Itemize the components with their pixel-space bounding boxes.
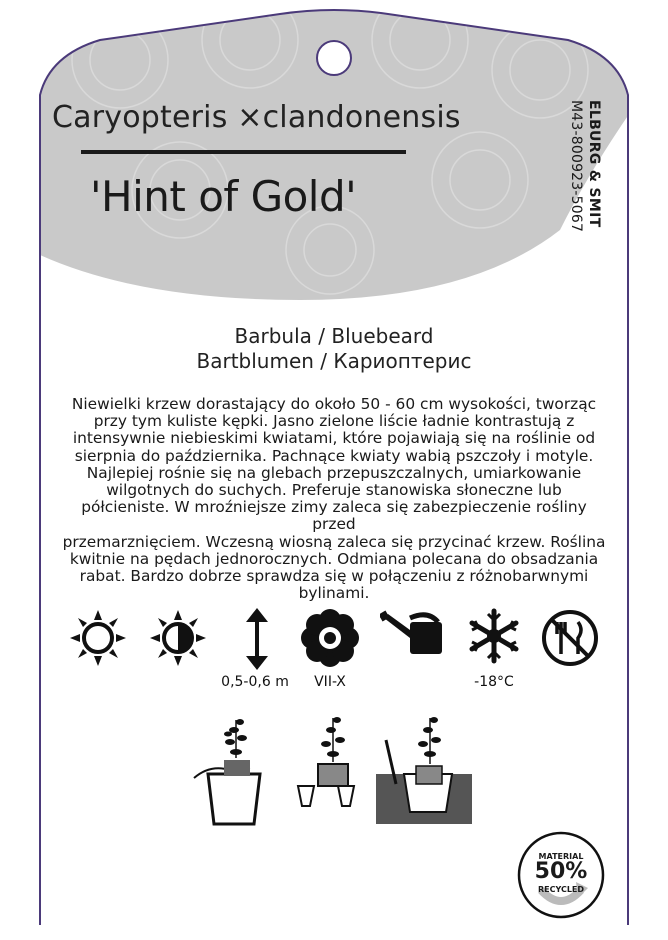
half-shade-icon bbox=[148, 608, 208, 668]
description-line: rabat. Bardzo dobrze sprawdza się w połączeniu z różnobarwnymi bbox=[79, 567, 589, 586]
flowering-label: VII-X bbox=[314, 674, 346, 690]
plant-description bbox=[62, 396, 606, 602]
watering-can-icon bbox=[380, 608, 446, 658]
planting-step-2 bbox=[298, 717, 354, 806]
hardiness-label: -18°C bbox=[474, 674, 514, 690]
latin-name: Caryopteris ×clandonensis bbox=[52, 100, 461, 135]
recycle-top-text: MATERIAL bbox=[538, 852, 584, 861]
description-line: półcieniste. W mroźniejsze zimy zaleca się zabezpieczenie rośliny przed bbox=[81, 498, 587, 534]
recycle-bottom-text: RECYCLED bbox=[537, 885, 585, 894]
not-edible-icon bbox=[540, 608, 600, 668]
brand-label: ELBURG & SMIT bbox=[586, 100, 602, 228]
description-line: intensywnie niebieskimi kwiatami, które pojawiają się na roślinie od bbox=[72, 429, 596, 448]
planting-step-1 bbox=[194, 719, 260, 824]
cultivar-name: 'Hint of Gold' bbox=[90, 172, 357, 221]
description-line: sierpnia do października. Pachnące kwiaty wabią pszczoły i motyle. bbox=[74, 446, 594, 465]
title-divider bbox=[81, 150, 406, 154]
snowflake-icon bbox=[466, 608, 522, 664]
recycle-percent: 50% bbox=[534, 859, 588, 884]
description-line: przemarznięciem. Wczesną wiosną zaleca się przycinać krzew. Roślina bbox=[62, 532, 606, 551]
height-arrow-icon bbox=[242, 608, 272, 670]
recycle-badge bbox=[516, 830, 606, 920]
sun-icon bbox=[68, 608, 128, 668]
description-line: Najlepiej rośnie się na glebach przepuszczalnych, umiarkowanie bbox=[86, 463, 582, 482]
common-names-line1: Barbula / Bluebeard bbox=[234, 324, 434, 348]
planting-step-3 bbox=[376, 717, 472, 824]
description-line: Niewielki krzew dorastający do około 50 - 60 cm wysokości, tworząc bbox=[71, 395, 597, 413]
flower-icon bbox=[300, 608, 360, 668]
product-code: M43-800923-5067 bbox=[568, 100, 584, 233]
hanging-hole bbox=[317, 41, 351, 75]
description-line: przy tym kuliste kępki. Jasno zielone liście ładnie kontrastują z bbox=[93, 412, 575, 431]
common-names-line2: Bartblumen / Кариоптерис bbox=[196, 349, 472, 373]
description-line: wilgotnych do suchych. Preferuje stanowiska słoneczne lub bbox=[106, 481, 562, 500]
description-line: kwitnie na pędach jednorocznych. Odmiana polecana do obsadzania bbox=[69, 549, 599, 568]
planting-steps-illustration bbox=[190, 712, 480, 828]
description-line: bylinami. bbox=[298, 584, 370, 603]
height-label: 0,5-0,6 m bbox=[221, 674, 289, 690]
